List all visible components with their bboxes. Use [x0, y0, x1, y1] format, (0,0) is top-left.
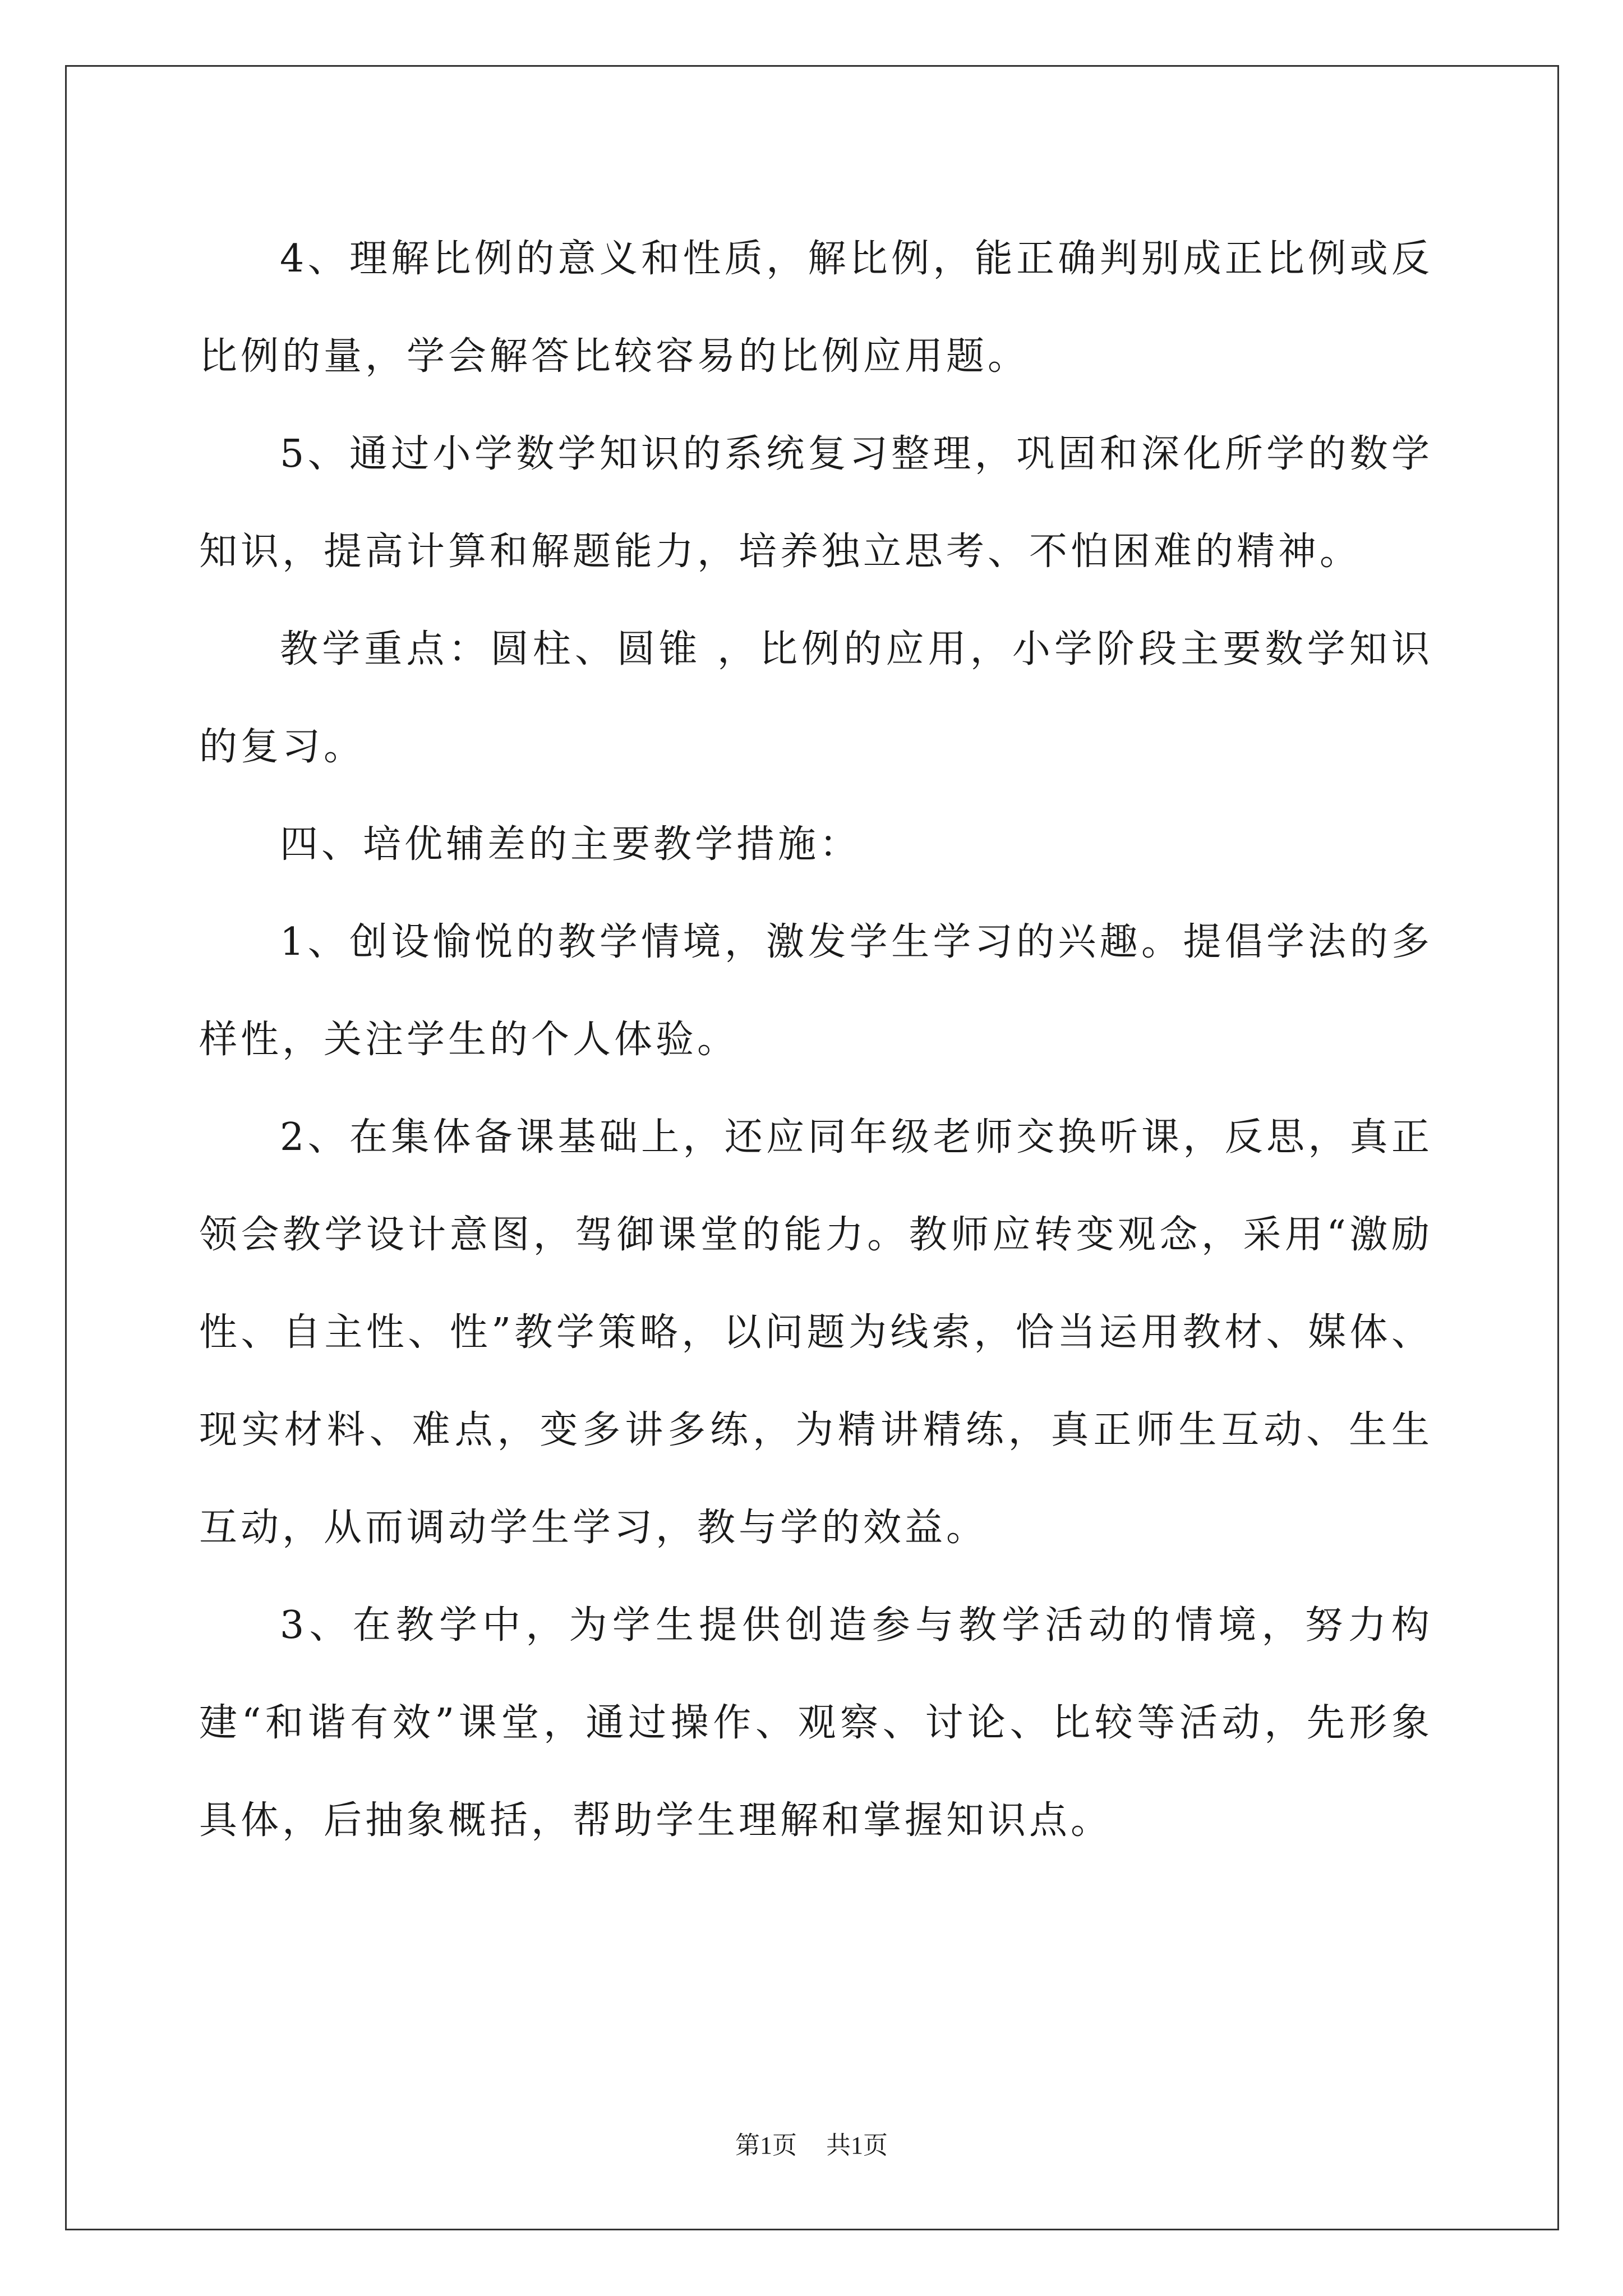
- paragraph-measure-1: 1、创设愉悦的教学情境，激发学生学习的兴趣。提倡学法的多样性，关注学生的个人体验。: [199, 920, 1433, 1062]
- paragraph-item-4: 4、理解比例的意义和性质，解比例，能正确判别成正比例或反比例的量，学会解答比较容易的比例应用题。: [199, 237, 1433, 379]
- document-body: [199, 210, 1433, 1870]
- paragraph-item-5: 5、通过小学数学知识的系统复习整理，巩固和深化所学的数学知识，提高计算和解题能力，培养独立思考、不怕困难的精神。: [199, 432, 1433, 574]
- page-number: 第1页: [735, 2132, 797, 2159]
- section-heading-measures: 四、培优辅差的主要教学措施：: [280, 822, 861, 867]
- paragraph-measure-2: 2、在集体备课基础上，还应同年级老师交换听课，反思，真正领会教学设计意图，驾御课堂的能力。教师应转变观念，采用“激励性、自主性、性”教学策略，以问题为线索，恰当运用教材、媒体、现实材料、难点，变多讲多练，为精讲精练，真正师生互动、生生互动，从而调动学生学习，教与学的效益。: [199, 1115, 1433, 1550]
- paragraph-teaching-focus: 教学重点：圆柱、圆锥 ，比例的应用，小学阶段主要数学知识的复习。: [199, 627, 1433, 769]
- page-footer: [0, 2125, 1623, 2161]
- page-total: 共1页: [826, 2132, 888, 2159]
- paragraph-measure-3: 3、在教学中，为学生提供创造参与教学活动的情境，努力构建“和谐有效”课堂，通过操作、观察、讨论、比较等活动，先形象具体，后抽象概括，帮助学生理解和掌握知识点。: [199, 1603, 1433, 1843]
